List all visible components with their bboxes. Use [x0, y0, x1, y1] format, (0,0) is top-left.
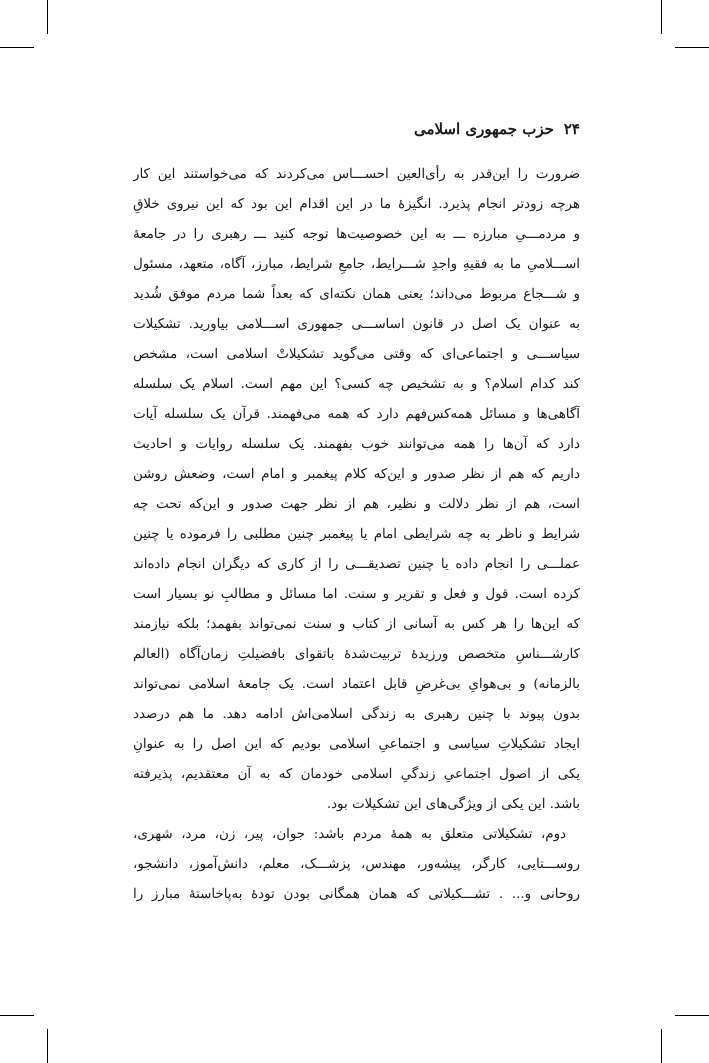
- text-line: روســـتایی، کارگر، پیشه‌ور، مهندس، پزشـــک، معلم، دانش‌آموز، دانشجو،: [133, 857, 580, 872]
- body-text: [133, 160, 580, 910]
- crop-mark-top-left-horizontal: [0, 47, 34, 48]
- text-line: هرچه زودتر انجام پذیرد. انگیزهٔ ما در این اقدام این بود که این نیروی خلاقِ: [133, 197, 580, 212]
- text-line: که این‌ها را هر کس به آسانی از کتاب و سنت نمی‌تواند بفهمد؛ بلکه نیازمند: [133, 617, 580, 632]
- text-line: بدون پیوند با چنین رهبری به زندگی اسلامی‌اش ادامه دهد. ما هم درصدد: [133, 707, 580, 722]
- chapter-title: حزب جمهوری اسلامی: [413, 120, 554, 138]
- running-head: [133, 118, 580, 140]
- text-line: اســـلامیِ ما به فقیهِ واجدِ شـــرایط، جامعِ شرایط، مبارز، آگاه، متعهد، مسئول: [133, 257, 580, 272]
- crop-mark-bottom-left-vertical: [47, 1029, 48, 1063]
- text-line: داریم که هم از نظر صدور و این‌که کلام پیغمبر و امام است، وضعش روشن: [133, 467, 580, 482]
- paragraph-first-line: دوم، تشکیلاتی متعلق به همهٔ مردم باشد: جوان، پیر، زن، مرد، شهری،: [133, 827, 566, 842]
- text-line: شرایط و ناظر به چه شرایطی امام یا پیغمبر چنین مطلبی را فرموده یا چنین: [133, 527, 580, 542]
- crop-mark-bottom-right-vertical: [661, 1029, 662, 1063]
- text-line: ضرورت را این‌قدر به رأی‌العین احســـاس می‌کردند که می‌خواستند این کار: [133, 167, 580, 182]
- text-line: روحانی و... . تشـــکیلاتی که همان همگانی بودن تودهٔ به‌پاخاستهٔ مبارز را: [133, 887, 580, 902]
- text-line: و مردمـــیِ مبارزه ـــ به این خصوصیت‌ها توجه کنید ـــ رهبری را در جامعهٔ: [133, 227, 580, 242]
- text-line: است، هم از نظر دلالت و نظیر، هم از نظر جهت صدور و این‌که تحت چه: [133, 497, 580, 512]
- paragraph-last-line: باشد. این یکی از ویژگی‌های این تشکیلات بود.: [326, 797, 580, 812]
- text-line: بالزمانه) و بی‌هوایِ بی‌غرضِ قابل اعتماد است. یک جامعهٔ اسلامی نمی‌تواند: [133, 677, 580, 692]
- text-line: کرده است. قول و فعل و تقریر و سنت. اما مسائل و مطالبِ نو بسیار است: [133, 587, 580, 602]
- text-line: عملـــی را انجام داده یا چنین تصدیقـــی را از کاری که دیگران انجام داده‌اند: [133, 557, 580, 572]
- text-line: و شـــجاع مربوط می‌داند؛ یعنی همان نکته‌ای که بعداً شما مردم موفق شُدید: [133, 287, 580, 302]
- crop-mark-bottom-left-horizontal: [0, 1015, 34, 1016]
- page-number: ۲۴: [563, 120, 580, 138]
- text-line: کند کدام اسلام؟ و به تشخیص چه کسی؟ این مهم است. اسلام یک سلسله: [133, 377, 580, 392]
- text-line: کارشـــناسِ متخصص ورزیدهٔ تربیت‌شدهٔ باتقوای بافضیلتِ زمان‌آگاه (العالم: [133, 647, 580, 662]
- book-page: [133, 118, 580, 910]
- crop-mark-top-right-vertical: [661, 0, 662, 34]
- crop-mark-top-right-horizontal: [675, 47, 709, 48]
- text-line: به عنوان یک اصل در قانون اساســـی جمهوری اســـلامی بیاورید. تشکیلات: [133, 317, 580, 332]
- crop-mark-top-left-vertical: [47, 0, 48, 34]
- text-line: یکی از اصول اجتماعیِ زندگیِ اسلامی خودمان که به آن معتقدیم، پذیرفته: [133, 767, 580, 782]
- text-line: آگاهی‌ها و مسائل همه‌کس‌فهم دارد که همه می‌فهمند. قرآن یک سلسله آیات: [133, 407, 580, 422]
- text-line: سیاســـی و اجتماعی‌ای که وقتی می‌گوید تشکیلاتْ اسلامی است، مشخص: [133, 347, 580, 362]
- crop-mark-bottom-right-horizontal: [675, 1015, 709, 1016]
- text-line: ایجاد تشکیلاتِ سیاسی و اجتماعیِ اسلامی بودیم که این اصل را به عنوانِ: [133, 737, 580, 752]
- text-line: دارد که آن‌ها را همه می‌توانند خوب بفهمند. یک سلسله روایات و احادیث: [133, 437, 580, 452]
